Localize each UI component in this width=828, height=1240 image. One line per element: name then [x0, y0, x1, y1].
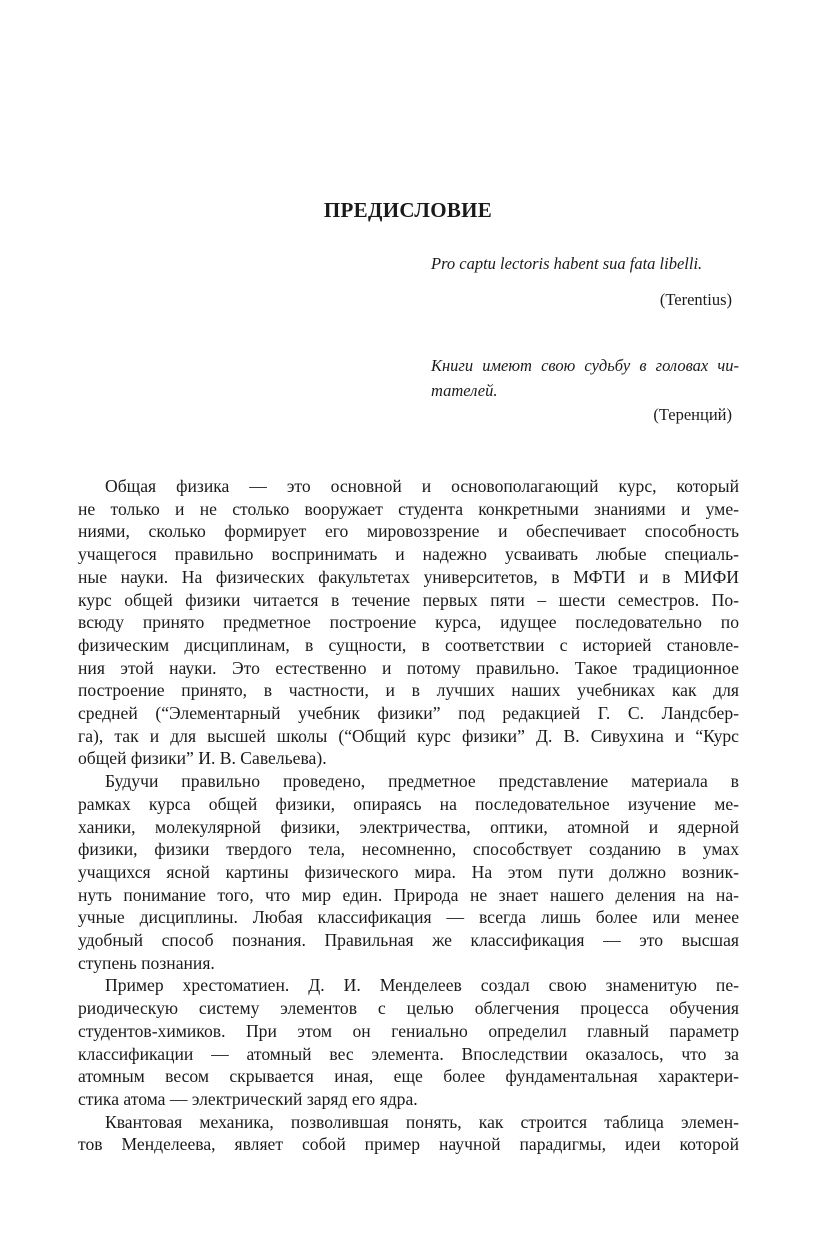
paragraph-line: учащегося правильно воспринимать и надежно усваивать любые специаль- [78, 544, 739, 565]
paragraph-line: риодическую систему элементов с целью облегчения процесса обучения [78, 998, 739, 1019]
paragraph-line: атомным весом скрывается иная, еще более фундаментальная характери- [78, 1066, 739, 1087]
paragraph-line: средней (“Элементарный учебник физики” под редакцией Г. С. Ландсбер- [78, 703, 739, 724]
paragraph [78, 974, 739, 1110]
paragraph-line: всюду принято предметное построение курса, идущее последовательно по [78, 612, 739, 633]
paragraph-line: ния этой науки. Это естественно и потому правильно. Такое традиционное [78, 657, 739, 678]
paragraph-line: учные дисциплины. Любая классификация — всегда лишь более или менее [78, 907, 739, 928]
paragraph-line: ступень познания. [78, 952, 215, 973]
paragraph-line: га), так и для высшей школы (“Общий курс физики” Д. В. Сивухина и “Курс [78, 725, 739, 746]
paragraph-line: общей физики” И. В. Савельева). [78, 748, 327, 769]
paragraph [78, 770, 739, 974]
paragraph-line: ные науки. На физических факультетах университетов, в МФТИ и в МИФИ [78, 566, 739, 587]
paragraph-line: построение принято, в частности, и в лучших наших учебниках как для [78, 680, 739, 701]
epigraph-latin: Pro captu lectoris habent sua fata libelli. [431, 254, 703, 273]
paragraph-line: стика атома — электрический заряд его ядра. [78, 1088, 418, 1109]
paragraph-line: Квантовая механика, позволившая понять, как строится таблица элемен- [105, 1111, 739, 1132]
paragraph-line: не только и не столько вооружает студента конкретными знаниями и уме- [78, 498, 739, 519]
paragraph-line: физическим дисциплинам, в сущности, в соответствии с историей становле- [78, 634, 739, 655]
paragraph-line: студентов-химиков. При этом он гениально определил главный параметр [78, 1020, 739, 1041]
paragraph-line: учащихся ясной картины физического мира. На этом пути должно возник- [78, 861, 739, 882]
epigraph-russian-source: (Теренций) [653, 405, 732, 424]
epigraph-russian-line: тателей. [431, 381, 498, 400]
paragraph-line: классификации — атомный вес элемента. Впоследствии оказалось, что за [78, 1043, 739, 1064]
page-title: ПРЕДИСЛОВИЕ [323, 198, 493, 222]
epigraph-russian-line: Книги имеют свою судьбу в головах чи- [431, 356, 739, 375]
paragraph-line: Будучи правильно проведено, предметное представление материала в [105, 771, 739, 792]
paragraph [78, 475, 739, 770]
epigraph-latin-source: (Terentius) [659, 290, 732, 309]
paragraph-line: ниями, сколько формирует его мировоззрение и обеспечивает способность [78, 521, 739, 542]
paragraph-line: курс общей физики читается в течение первых пяти – шести семестров. По- [78, 589, 739, 610]
paragraph-line: физики, физики твердого тела, несомненно, способствует созданию в умах [78, 839, 739, 860]
paragraph-line: нуть понимание того, что мир един. Природа не знает нашего деления на на- [78, 884, 739, 905]
body-text [78, 475, 739, 1156]
paragraph-line: Общая физика — это основной и основополагающий курс, который [105, 476, 739, 496]
paragraph-line: удобный способ познания. Правильная же классификация — это высшая [78, 930, 739, 951]
paragraph-line: тов Менделеева, являет собой пример научной парадигмы, идеи которой [78, 1134, 739, 1155]
paragraph-line: Пример хрестоматиен. Д. И. Менделеев создал свою знаменитую пе- [105, 975, 739, 996]
epigraph-russian [431, 353, 739, 403]
paragraph-line: ханики, молекулярной физики, электричества, оптики, атомной и ядерной [78, 816, 739, 837]
paragraph [78, 1111, 739, 1156]
paragraph-line: рамках курса общей физики, опираясь на последовательное изучение ме- [78, 793, 739, 814]
